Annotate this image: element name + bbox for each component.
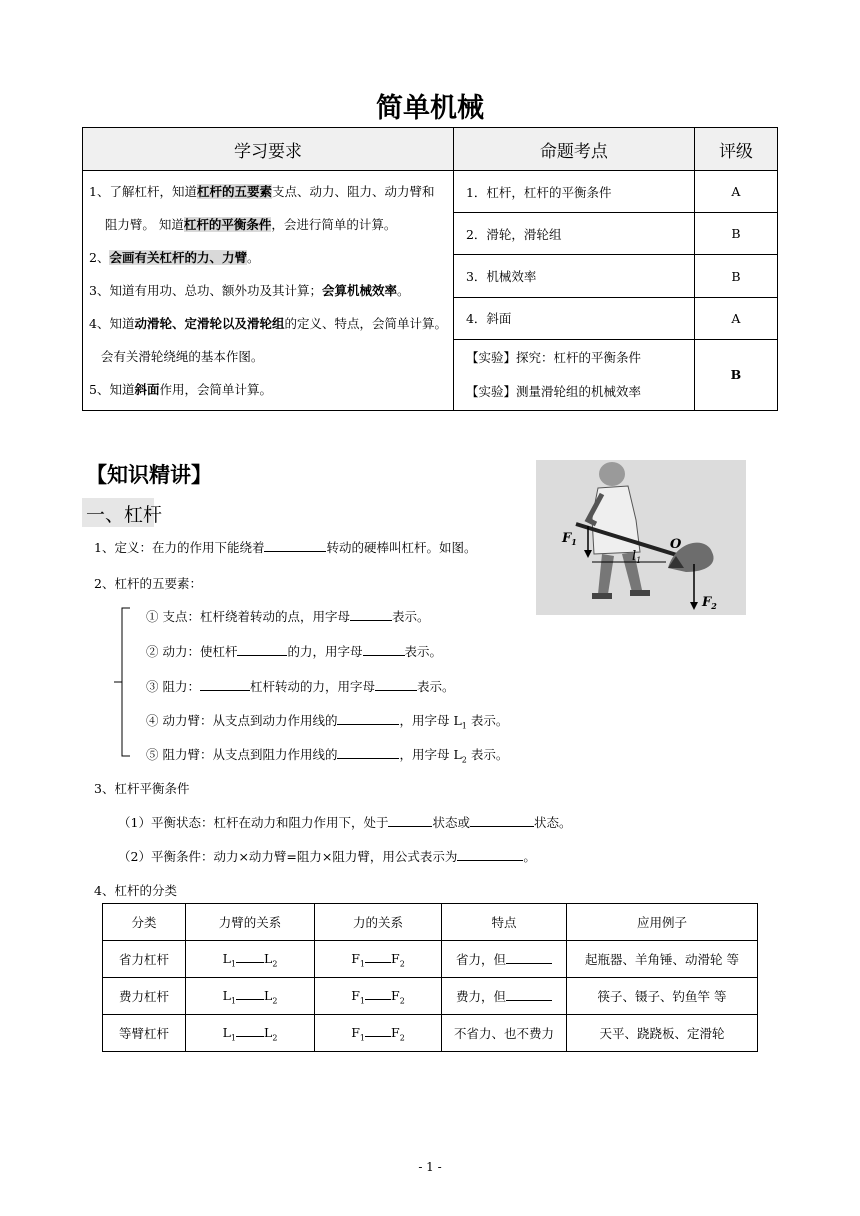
element-5: ⑤ 阻力臂：从支点到阻力作用线的 ，用字母 $L_2$ 表示。 bbox=[146, 747, 509, 765]
cls-header-type: 分类 bbox=[103, 904, 186, 941]
element-2: ② 动力：使杠杆 的力，用字母 表示。 bbox=[146, 644, 443, 659]
balance-condition: （2）平衡条件：动力×动力臂=阻力×阻力臂，用公式表示为 。 bbox=[118, 849, 536, 864]
blank bbox=[363, 643, 405, 656]
requirement-line: 4、知道动滑轮、定滑轮以及滑轮组的定义、特点，会简单计算。 bbox=[89, 316, 447, 331]
grade-1: A bbox=[694, 171, 777, 213]
experiment-1: 【实验】探究：杠杆的平衡条件 bbox=[465, 349, 641, 365]
lever-figure bbox=[536, 460, 746, 615]
cls-header-arm: 力臂的关系 bbox=[186, 904, 315, 941]
cls-examples: 天平、跷跷板、定滑轮 bbox=[567, 1015, 758, 1052]
balance-state: （1）平衡状态：杠杆在动力和阻力作用下，处于 状态或 状态。 bbox=[118, 815, 572, 830]
blank bbox=[457, 848, 523, 861]
grade-3: B bbox=[694, 255, 777, 297]
topic-1: 1．杠杆，杠杆的平衡条件 bbox=[453, 171, 694, 213]
cls-name: 等臂杠杆 bbox=[103, 1015, 186, 1052]
blank bbox=[470, 814, 534, 827]
requirement-line: 3、知道有用功、总功、额外功及其计算；会算机械效率。 bbox=[89, 283, 410, 298]
table-row bbox=[103, 1015, 758, 1052]
requirement-line: 阻力臂。 知道杠杆的平衡条件，会进行简单的计算。 bbox=[89, 217, 397, 232]
cls-name: 费力杠杆 bbox=[103, 978, 186, 1015]
blank bbox=[375, 678, 417, 691]
header-requirements: 学习要求 bbox=[83, 128, 454, 171]
experiments-grade: B bbox=[694, 339, 777, 410]
f2-label: $F_2$ bbox=[702, 595, 717, 611]
blank bbox=[388, 814, 432, 827]
classification-title: 4、杠杆的分类 bbox=[94, 883, 177, 898]
balance-title: 3、杠杆平衡条件 bbox=[94, 781, 190, 796]
requirement-line: 1、了解杠杆，知道杠杆的五要素支点、动力、阻力、动力臂和 bbox=[89, 184, 435, 199]
l1-label: $l_1$ bbox=[632, 549, 642, 565]
grade-2: B bbox=[694, 213, 777, 255]
o-label: O bbox=[670, 537, 682, 552]
requirements-table bbox=[82, 127, 778, 411]
cls-arm-relation: $L_1$ $L_2$ bbox=[186, 978, 315, 1015]
topic-2: 2．滑轮，滑轮组 bbox=[453, 213, 694, 255]
cls-arm-relation: $L_1$ $L_2$ bbox=[186, 941, 315, 978]
cls-examples: 起瓶器、羊角锤、动滑轮 等 bbox=[567, 941, 758, 978]
blank bbox=[264, 539, 326, 552]
table-row bbox=[103, 941, 758, 978]
cls-force-relation: $F_1$ $F_2$ bbox=[315, 1015, 442, 1052]
cls-feature: 不省力、也不费力 bbox=[442, 1015, 567, 1052]
cls-header-feature: 特点 bbox=[442, 904, 567, 941]
section-title: 【知识精讲】 bbox=[86, 463, 212, 487]
grade-4: A bbox=[694, 297, 777, 339]
cls-header-examples: 应用例子 bbox=[567, 904, 758, 941]
header-grade: 评级 bbox=[694, 128, 777, 171]
cls-arm-relation: $L_1$ $L_2$ bbox=[186, 1015, 315, 1052]
requirement-line: 5、知道斜面作用，会简单计算。 bbox=[89, 382, 272, 397]
brace bbox=[110, 606, 134, 758]
f1-label: $F_1$ bbox=[562, 531, 577, 547]
element-4: ④ 动力臂：从支点到动力作用线的 ，用字母 $L_1$ 表示。 bbox=[146, 713, 509, 731]
five-elements-title: 2、杠杆的五要素： bbox=[94, 576, 202, 591]
cls-force-relation: $F_1$ $F_2$ bbox=[315, 941, 442, 978]
requirement-line: 会有关滑轮绕绳的基本作图。 bbox=[89, 349, 264, 364]
cls-header-force: 力的关系 bbox=[315, 904, 442, 941]
blank bbox=[337, 712, 399, 725]
definition-line: 1、定义：在力的作用下能绕着 转动的硬棒叫杠杆。如图。 bbox=[94, 540, 477, 555]
cls-force-relation: $F_1$ $F_2$ bbox=[315, 978, 442, 1015]
blank bbox=[200, 678, 250, 691]
element-3: ③ 阻力： 杠杆转动的力，用字母 表示。 bbox=[146, 679, 455, 694]
table-row bbox=[103, 978, 758, 1015]
page-title: 简单机械 bbox=[376, 93, 484, 124]
header-topics: 命题考点 bbox=[453, 128, 694, 171]
subsection-title: 一、杠杆 bbox=[86, 504, 163, 526]
experiment-2: 【实验】测量滑轮组的机械效率 bbox=[465, 383, 641, 399]
experiments-cell bbox=[453, 339, 694, 410]
topic-3: 3．机械效率 bbox=[453, 255, 694, 297]
blank bbox=[237, 643, 287, 656]
cls-feature: 费力，但 bbox=[442, 978, 567, 1015]
requirement-line: 2、会画有关杠杆的力、力臂。 bbox=[89, 250, 260, 265]
topic-4: 4．斜面 bbox=[453, 297, 694, 339]
requirements-text bbox=[83, 171, 454, 411]
blank bbox=[350, 608, 392, 621]
page-number: - 1 - bbox=[418, 1160, 442, 1174]
cls-feature: 省力，但 bbox=[442, 941, 567, 978]
classification-table bbox=[102, 903, 758, 1052]
blank bbox=[337, 746, 399, 759]
cls-examples: 筷子、镊子、钓鱼竿 等 bbox=[567, 978, 758, 1015]
element-1: ① 支点：杠杆绕着转动的点，用字母 表示。 bbox=[146, 609, 430, 624]
cls-name: 省力杠杆 bbox=[103, 941, 186, 978]
